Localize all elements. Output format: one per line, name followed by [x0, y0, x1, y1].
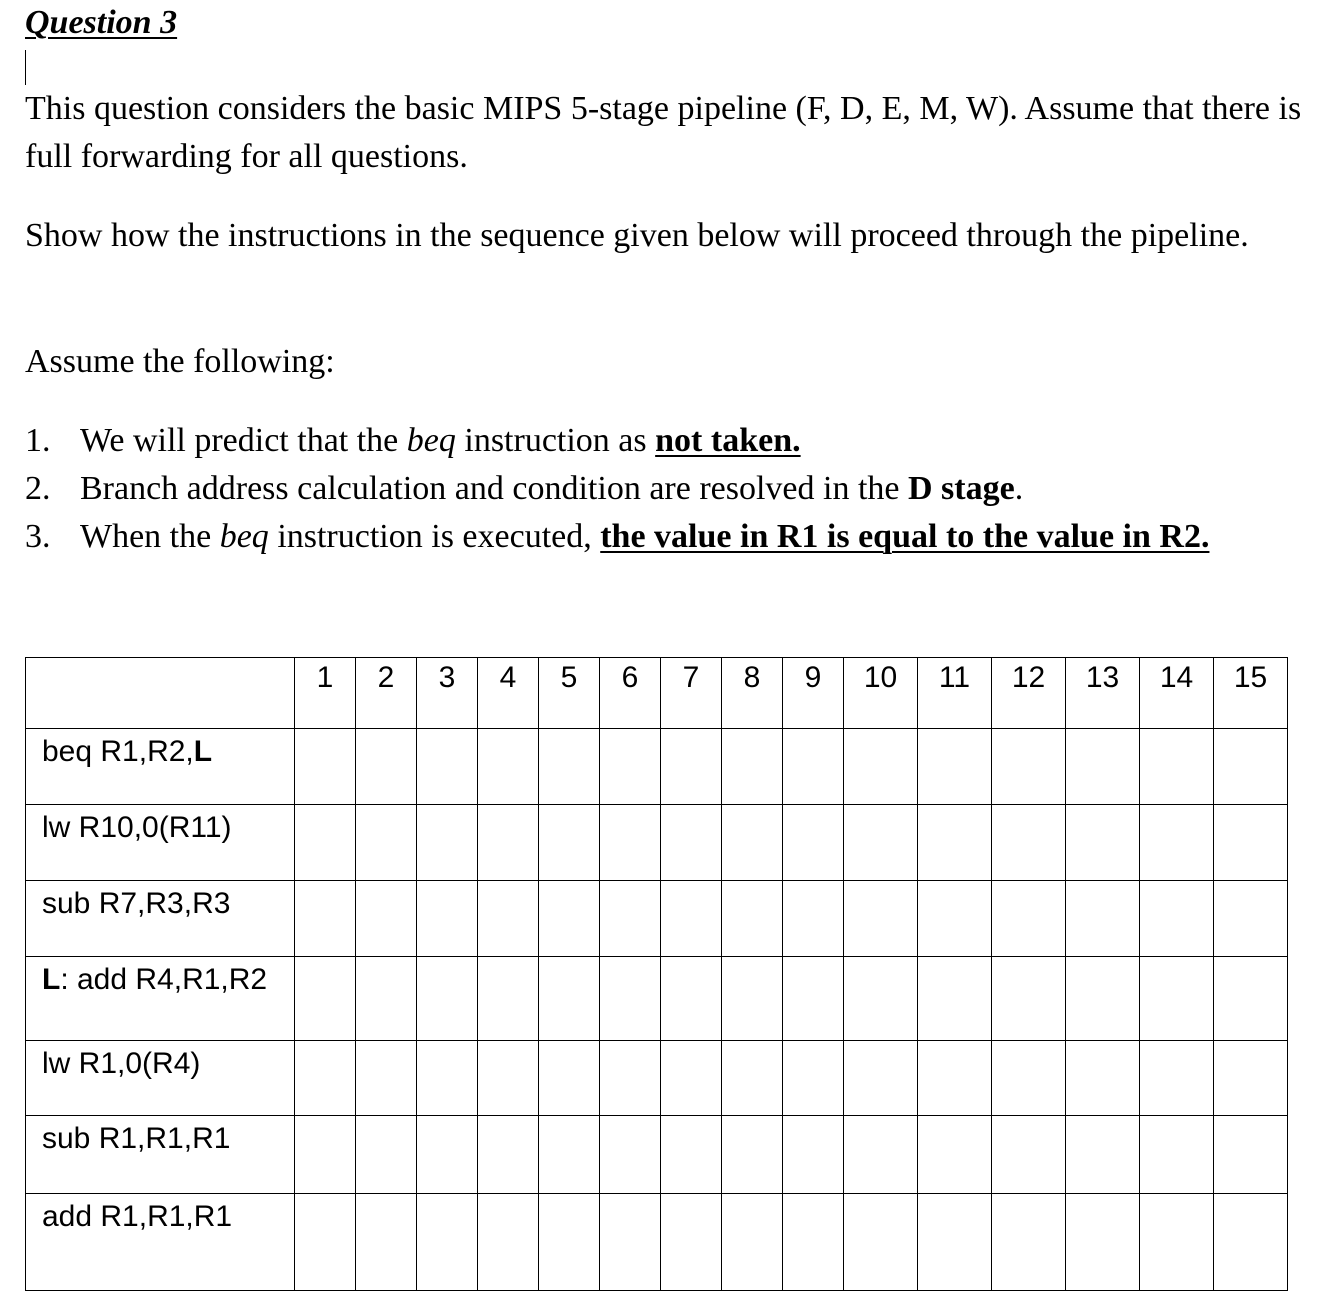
assumptions-heading: Assume the following:	[25, 343, 335, 380]
stage-cell[interactable]	[539, 729, 600, 805]
emphasis-text: the value in R1 is equal to the value in R2.	[600, 518, 1210, 555]
stage-cell[interactable]	[661, 957, 722, 1041]
cycle-header: 5	[539, 658, 600, 729]
stage-cell[interactable]	[417, 805, 478, 881]
stage-cell[interactable]	[844, 1194, 918, 1291]
stage-cell[interactable]	[1140, 1116, 1214, 1194]
instruction-row	[26, 957, 1288, 1041]
stage-cell[interactable]	[478, 729, 539, 805]
stage-cell[interactable]	[600, 1041, 661, 1116]
list-number: 3.	[25, 518, 51, 555]
assumption-item: 1. We will predict that the beq instruction as not taken.	[25, 417, 1305, 465]
stage-cell[interactable]	[992, 805, 1066, 881]
stage-cell[interactable]	[1140, 1041, 1214, 1116]
stage-cell[interactable]	[539, 1116, 600, 1194]
stage-cell[interactable]	[918, 1194, 992, 1291]
emphasis-text: not taken.	[655, 422, 801, 459]
stage-cell[interactable]	[844, 729, 918, 805]
stage-cell[interactable]	[992, 881, 1066, 957]
stage-cell[interactable]	[600, 1116, 661, 1194]
stage-cell[interactable]	[356, 1041, 417, 1116]
stage-cell[interactable]	[1214, 1116, 1288, 1194]
stage-cell[interactable]	[844, 1041, 918, 1116]
instruction-label: lw R1,0(R4)	[26, 1041, 295, 1116]
cycle-header: 11	[918, 658, 992, 729]
stage-cell[interactable]	[478, 1116, 539, 1194]
stage-cell[interactable]	[356, 1116, 417, 1194]
pipeline-table	[25, 657, 1288, 1291]
stage-cell[interactable]	[1140, 1194, 1214, 1291]
stage-cell[interactable]	[783, 881, 844, 957]
stage-cell[interactable]	[600, 805, 661, 881]
stage-cell[interactable]	[992, 1116, 1066, 1194]
assumption-item: 2. Branch address calculation and condition are resolved in the D stage.	[25, 465, 1305, 513]
stage-cell[interactable]	[844, 881, 918, 957]
stage-cell[interactable]	[992, 957, 1066, 1041]
cycle-header: 13	[1066, 658, 1140, 729]
assumptions-list	[25, 417, 1305, 561]
intro-paragraph: This question considers the basic MIPS 5-stage pipeline (F, D, E, M, W). Assume that there is full forwarding for all questions.	[25, 90, 1302, 175]
cycle-header: 9	[783, 658, 844, 729]
cycle-header: 15	[1214, 658, 1288, 729]
stage-cell[interactable]	[661, 1041, 722, 1116]
instruction-row	[26, 729, 1288, 805]
stage-cell[interactable]	[722, 957, 783, 1041]
stage-cell[interactable]	[295, 1194, 356, 1291]
list-number: 1.	[25, 422, 51, 459]
stage-cell[interactable]	[478, 1194, 539, 1291]
stage-cell[interactable]	[295, 881, 356, 957]
instruction-label: sub R7,R3,R3	[26, 881, 295, 957]
stage-cell[interactable]	[356, 957, 417, 1041]
stage-cell[interactable]	[844, 957, 918, 1041]
stage-cell[interactable]	[1066, 1041, 1140, 1116]
stage-cell[interactable]	[918, 957, 992, 1041]
stage-cell[interactable]	[356, 1194, 417, 1291]
cycle-header: 4	[478, 658, 539, 729]
instruction-label: lw R10,0(R11)	[26, 805, 295, 881]
instruction-row	[26, 1116, 1288, 1194]
text-cursor	[25, 50, 26, 85]
stage-cell[interactable]	[918, 805, 992, 881]
stage-cell[interactable]	[356, 729, 417, 805]
instruction-label: sub R1,R1,R1	[26, 1116, 295, 1194]
cycle-header: 8	[722, 658, 783, 729]
stage-cell[interactable]	[722, 729, 783, 805]
stage-cell[interactable]	[1140, 881, 1214, 957]
stage-cell[interactable]	[539, 1194, 600, 1291]
corner-cell	[26, 658, 295, 729]
stage-cell[interactable]	[661, 729, 722, 805]
stage-cell[interactable]	[539, 805, 600, 881]
stage-cell[interactable]	[722, 1041, 783, 1116]
stage-cell[interactable]	[417, 1194, 478, 1291]
stage-cell[interactable]	[1214, 957, 1288, 1041]
emphasis-text: D stage	[908, 470, 1015, 507]
stage-cell[interactable]	[1066, 805, 1140, 881]
stage-cell[interactable]	[600, 881, 661, 957]
stage-cell[interactable]	[783, 1194, 844, 1291]
cycle-header: 14	[1140, 658, 1214, 729]
stage-cell[interactable]	[478, 1041, 539, 1116]
stage-cell[interactable]	[295, 729, 356, 805]
stage-cell[interactable]	[417, 729, 478, 805]
stage-cell[interactable]	[1066, 1116, 1140, 1194]
stage-cell[interactable]	[539, 1041, 600, 1116]
stage-cell[interactable]	[783, 805, 844, 881]
stage-cell[interactable]	[661, 881, 722, 957]
stage-cell[interactable]	[295, 957, 356, 1041]
cycle-header: 1	[295, 658, 356, 729]
stage-cell[interactable]	[844, 805, 918, 881]
stage-cell[interactable]	[600, 1194, 661, 1291]
list-number: 2.	[25, 470, 51, 507]
instruction-label: add R1,R1,R1	[26, 1194, 295, 1291]
stage-cell[interactable]	[844, 1116, 918, 1194]
cycle-header: 3	[417, 658, 478, 729]
stage-cell[interactable]	[722, 805, 783, 881]
stage-cell[interactable]	[992, 1194, 1066, 1291]
instruction-label: beq R1,R2,L	[26, 729, 295, 805]
stage-cell[interactable]	[600, 729, 661, 805]
stage-cell[interactable]	[1214, 729, 1288, 805]
stage-cell[interactable]	[992, 1041, 1066, 1116]
instruction-row	[26, 1041, 1288, 1116]
stage-cell[interactable]	[600, 957, 661, 1041]
stage-cell[interactable]	[417, 1041, 478, 1116]
stage-cell[interactable]	[783, 1041, 844, 1116]
stage-cell[interactable]	[783, 957, 844, 1041]
stage-cell[interactable]	[478, 881, 539, 957]
stage-cell[interactable]	[1066, 957, 1140, 1041]
instruction-row	[26, 805, 1288, 881]
stage-cell[interactable]	[918, 1116, 992, 1194]
assumption-item: 3. When the beq instruction is executed, the value in R1 is equal to the value in R2.	[25, 513, 1305, 561]
stage-cell[interactable]	[918, 729, 992, 805]
header-row	[26, 658, 1288, 729]
stage-cell[interactable]	[417, 957, 478, 1041]
stage-cell[interactable]	[295, 805, 356, 881]
stage-cell[interactable]	[1140, 957, 1214, 1041]
stage-cell[interactable]	[295, 1116, 356, 1194]
stage-cell[interactable]	[478, 805, 539, 881]
stage-cell[interactable]	[417, 1116, 478, 1194]
stage-cell[interactable]	[722, 881, 783, 957]
stage-cell[interactable]	[722, 1194, 783, 1291]
stage-cell[interactable]	[992, 729, 1066, 805]
stage-cell[interactable]	[1214, 1194, 1288, 1291]
instruction-row	[26, 881, 1288, 957]
cycle-header: 2	[356, 658, 417, 729]
stage-cell[interactable]	[356, 805, 417, 881]
instruction-paragraph: Show how the instructions in the sequence given below will proceed through the pipeline.	[25, 217, 1249, 254]
stage-cell[interactable]	[783, 1116, 844, 1194]
stage-cell[interactable]	[1214, 1041, 1288, 1116]
stage-cell[interactable]	[1140, 729, 1214, 805]
stage-cell[interactable]	[722, 1116, 783, 1194]
stage-cell[interactable]	[539, 957, 600, 1041]
stage-cell[interactable]	[1066, 1194, 1140, 1291]
stage-cell[interactable]	[918, 1041, 992, 1116]
cycle-header: 12	[992, 658, 1066, 729]
stage-cell[interactable]	[783, 729, 844, 805]
stage-cell[interactable]	[661, 1194, 722, 1291]
cycle-header: 7	[661, 658, 722, 729]
stage-cell[interactable]	[661, 805, 722, 881]
stage-cell[interactable]	[478, 957, 539, 1041]
stage-cell[interactable]	[539, 881, 600, 957]
stage-cell[interactable]	[1140, 805, 1214, 881]
stage-cell[interactable]	[1066, 881, 1140, 957]
instruction-row	[26, 1194, 1288, 1291]
stage-cell[interactable]	[1214, 881, 1288, 957]
question-title: Question 3	[25, 4, 178, 41]
cycle-header: 6	[600, 658, 661, 729]
stage-cell[interactable]	[918, 881, 992, 957]
stage-cell[interactable]	[356, 881, 417, 957]
stage-cell[interactable]	[1214, 805, 1288, 881]
stage-cell[interactable]	[661, 1116, 722, 1194]
stage-cell[interactable]	[1066, 729, 1140, 805]
cycle-header: 10	[844, 658, 918, 729]
stage-cell[interactable]	[295, 1041, 356, 1116]
stage-cell[interactable]	[417, 881, 478, 957]
instruction-label: L: add R4,R1,R2	[26, 957, 295, 1041]
